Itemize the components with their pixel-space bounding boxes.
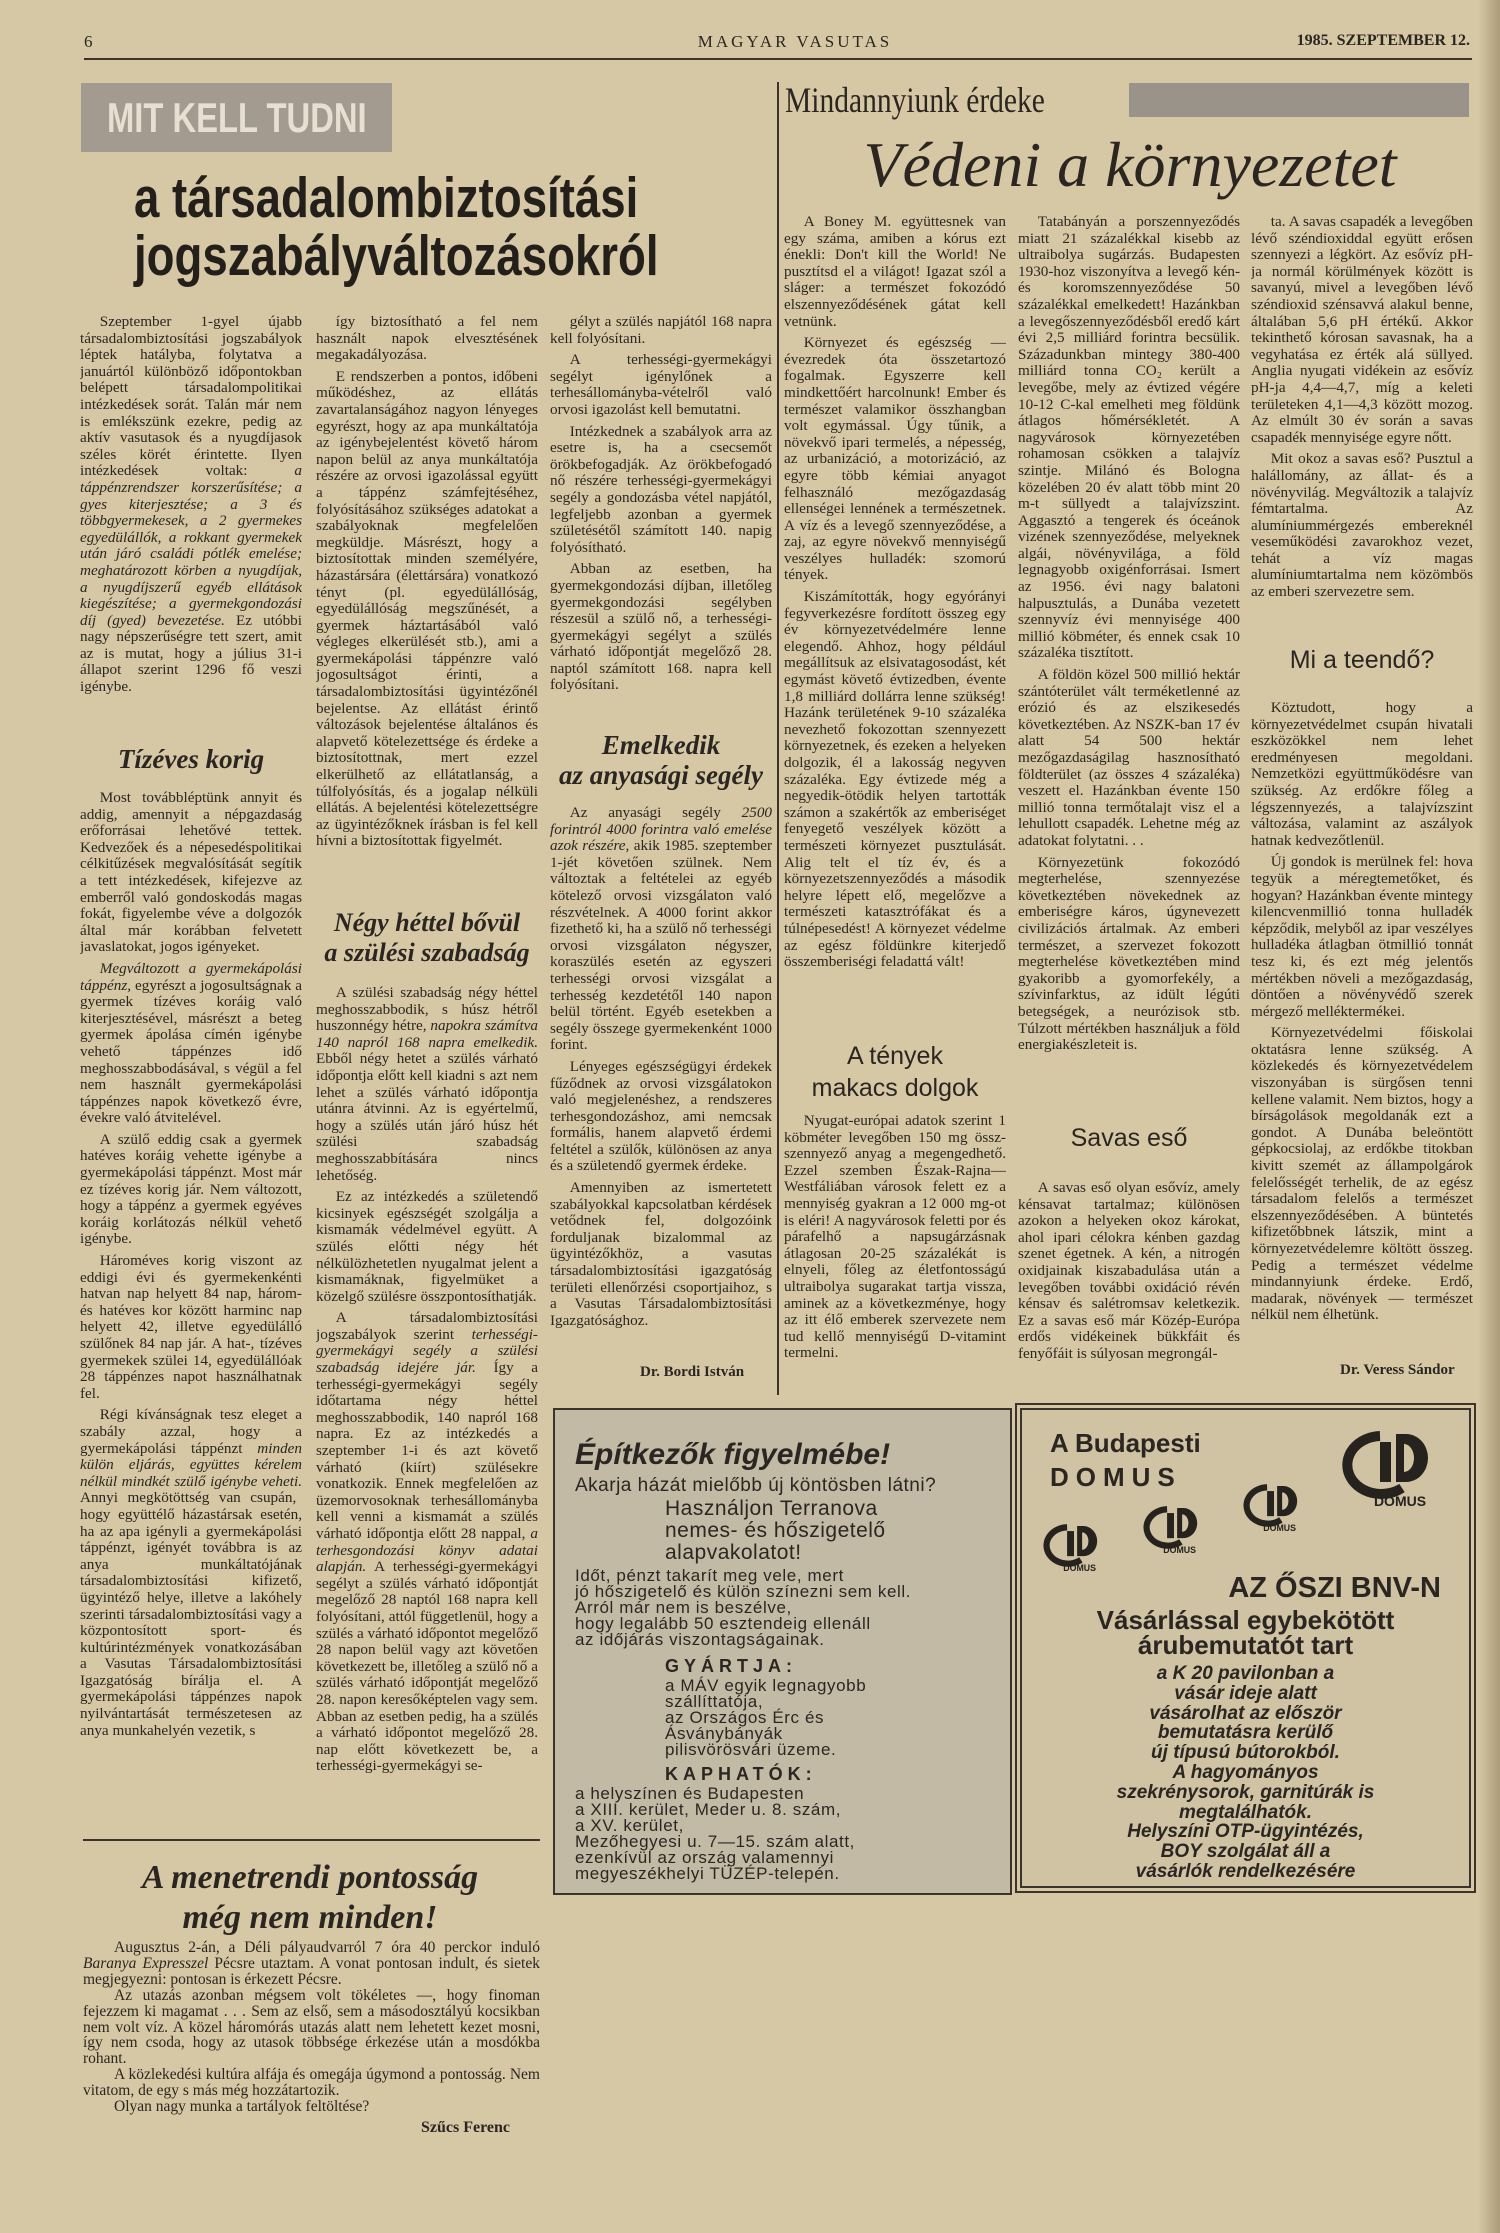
masthead: MAGYAR VASUTAS <box>697 32 893 51</box>
subheading-line: A tények <box>847 1042 943 1070</box>
paragraph <box>550 1059 772 1175</box>
text-segment: A társadalombiztosítási jogszabályok szerint <box>316 1309 538 1343</box>
text-segment: E rendszerben a pontos, időbeni működéshez, az ellátás zavartalanságához nagyon lényeges egyrészt, hogy az apa munkáltatója az igénybejelentést követő három napon belül az anya munkáltatója részére az orvosi igazolással együtt a táppénz számfejtéséhez, folyósításához szükséges adatokat a szabályoknak megfelelően megküldje. Másrészt, hogy a biztosítottak minden személyére, házastársára (élettársára) vonatkozó tényt (pl. egyedülállóság, egyedülállóság megszűnését, a gyermek háztartásából való végleges elkerülését stb.), ami a gyermekápolási táppénzre való jogosultságot érinti, a társadalombiztosítási ügyintézőnél bejelentse. Az ellátást érintő változások bejelentése általános és alapvető kötelezettsége és érdeke a biztosítottnak, mert ezzel elkerülhető az ellátatlanság, a túlfolyósítás, és a jogalap nélküli ellátás. A bejelentési kötelezettségre az ügyintézőknek írásban is fel kell hívni a biztosítottak figyelmét. <box>316 367 538 850</box>
domus-logo-icon <box>1042 1522 1116 1574</box>
ad-line: ezenkívül az ország valamennyi <box>575 1848 834 1867</box>
ad-line: jó hőszigetelő és külön színezni sem kell. <box>575 1582 912 1601</box>
paragraph <box>80 1407 302 1739</box>
headline-line-1: a társadalombiztosítási <box>134 166 639 230</box>
subheading-line: a szülési szabadság <box>324 938 530 967</box>
headline-line: A menetrendi pontosság <box>141 1859 479 1896</box>
paragraph <box>550 805 772 1054</box>
text-segment: Környezet és egészség — évezredek óta összetartozó fogalmak. Egyszerre kell mindkettőért harcolnunk! Ember és természet valamikor összhangban volt egymással. Úgy tűnik, a növekvő ipari termelés, a népesség, az urbanizáció, a motorizáció, az egyre több kémiai anyagot felhasználó mezőgazdaság ellenségei lennének a természetnek. A víz és a levegő szennyeződése, a zaj, az egyre növekvő mennyiségű veszélyes hulladék: szomorú tények. <box>784 334 1006 584</box>
text-segment: Köztudott, hogy a környezetvédelmet csupán hivatali eszközökkel nem lehet eredményesen megoldani. Nemzetközi együttműködésre van szükség. Az erdőkre főleg a légszennyezés, a talajvízszint változása, valamint az aszályok hatnak kedvezőtlenül. <box>1251 700 1473 849</box>
text-segment: A terhességi-gyermekágyi segélyt igénylőnek a terhesállományba-vételről való orvosi igazolást kell bemutatni. <box>550 351 772 418</box>
paragraph <box>83 1988 540 2068</box>
paragraph <box>550 314 772 347</box>
paragraph <box>316 1189 538 1305</box>
left-col3-text-a <box>550 314 772 698</box>
text-segment: Annyi megkötöttség van csupán, hogy együttélő házastársak esetén, ha az apa igényli a gyermekápolási táppénzt, igényét továbbra is az anya munkáltatójának társadalombiztosítási kifizető, ügyintéző helye, illetve a lakóhely szerinti társadalombiztosítási vagy a központosított sport- és kultúrintézmények vonatkozásában a Vasutas Társadalombiztosítási Igazgatóság bírálja el. A gyermekápolási táppénzes napok nyilvántartását természetesen az anya munkahelyén vezetik, s <box>80 1489 302 1739</box>
subheading-savas-eso: Savas eső <box>1070 1124 1188 1152</box>
text-segment: Környezetünk fokozódó megterhelése, szennyezése következtében növekednek az emberiségre káros, úgynevezett civilizációs ártalmak. Az emberi természet, a szervezet fokozott megterhelése következtében mind gyakoribb a gyomorfekély, a szívinfarktus, az idült légúti betegségek, a neurózisok stb. Túlzott mértékben használjuk a föld energiakészleteit is. <box>1018 853 1240 1054</box>
text-segment: Augusztus 2-án, a Déli pályaudvarról 7 óra 40 perckor induló <box>114 1939 540 1956</box>
domus-logo-icon <box>1340 1428 1458 1510</box>
domus-logo-icon <box>1142 1504 1216 1556</box>
right-col1-text-a <box>784 214 1006 1019</box>
paragraph <box>83 2067 540 2099</box>
text-segment: Olyan nagy munka a tartályok feltöltése? <box>114 2098 370 2116</box>
text-segment: Baranya Expresszel <box>83 1954 209 1972</box>
ad-line: Mezőhegyesi u. 7—15. szám alatt, <box>575 1832 855 1851</box>
ad-line: a XIII. kerület, Meder u. 8. szám, <box>575 1800 842 1819</box>
paragraph <box>83 2099 540 2115</box>
right-col2-text-b <box>1018 1180 1240 1380</box>
article-rule <box>83 1839 540 1841</box>
text-segment: Ez utóbbi nagy népszerűségre tett szert, amit az is mutat, hogy a július 31-i állapot szerint 1296 fő veszi igénybe. <box>80 611 302 696</box>
text-segment: Az anyasági segély <box>569 805 742 821</box>
ad-line: Arról már nem is beszélve, <box>575 1598 792 1617</box>
author-byline: Szűcs Ferenc <box>420 2118 510 2136</box>
text-segment: Most továbbléptünk annyit és addig, amennyit a népgazdaság erőforrásai lehetővé tettek. Kedvezőek és a népesedéspolitikai célkitűzések megvalósítását segítik a tett intézkedések, kifejezve az emberről való gondoskodás magas fokát, figyelembe véve a dolgozók által már korábban felvetett javaslatokat, jogos igényeket. <box>80 790 302 956</box>
ad-line: Időt, pénzt takarít meg vele, mert <box>575 1566 844 1585</box>
svg-text:DOMUS: DOMUS <box>1063 1563 1096 1574</box>
text-segment: A szülési szabadság négy héttel meghosszabbodik, s húsz hétről huszonnégy hétre, <box>316 985 538 1035</box>
menetrend-article <box>83 1940 540 2137</box>
paragraph <box>80 790 302 956</box>
paragraph <box>784 1113 1006 1362</box>
text-segment: így biztosítható a fel nem használt napok elvesztésének megakadályozása. <box>316 314 538 364</box>
ad-line: bemutatásra kerülő <box>1157 1722 1334 1744</box>
right-col1-text-b <box>784 1113 1006 1381</box>
text-segment: Ebből négy hetet a szülés várható időpontja előtt kell kiadni s azt nem lehet a szülés várható időpontja utánra átvinni. Az is egyértelmű, hogy a szülés után járó húsz hét szülési szabadság meghosszabbítására nincs lehetőség. <box>316 1050 538 1184</box>
ad-title-line: DOMUS <box>1050 1462 1182 1492</box>
subheading-line: Négy héttel bővül <box>333 908 521 937</box>
subheading-negy-hettel <box>316 908 538 968</box>
ad-line: Ásványbányák <box>665 1724 783 1743</box>
paragraph <box>784 214 1006 330</box>
ad-line: Helyszíni OTP-ügyintézés, <box>1127 1821 1364 1843</box>
text-segment: Hároméves korig viszont az eddigi évi és gyermekenkénti hatvan nap helyett 84 nap, három- és hatéves kor között harminc nap helyett 42, illetve egyedülálló szülőnek 84 nap jár. A hat-, tízéves gyermekek szülei 14, egyedülállóak 28 táppénzes napot használhatnak fel. <box>80 1252 302 1402</box>
paragraph <box>1018 1180 1240 1363</box>
text-segment: Szeptember 1-gyel újabb társadalombiztosítási jogszabályok léptek hatályba, folytatva a januártól különböző időpontokban belépett társadalompolitikai intézkedések sorát. Talán már nem is emlékszünk ezekre, pedig az aktív vasutasok és a nyugdíjasok széles körét érintette. Ilyen intézkedések voltak: <box>80 314 302 480</box>
text-segment: a táppénzrendszer korszerűsítése; a gyes kiterjesztése; a 3 és többgyermekesek, a 2 gyermekes egyedülállók, a rokkant gyermekek után járó családi pótlék emelése; meghatározott körben a nyugdíjak, a nyugdíjszerű egyéb ellátások kiegészítése; a gyermekgondozási díj (gyed) bevezetése. <box>80 462 302 629</box>
ad-maker <box>665 1678 866 1758</box>
section-kicker: Mindannyiunk érdeke <box>785 80 1045 120</box>
text-segment: ta. A savas csapadék a levegőben lévő széndioxiddal együtt erősen szennyezi a légkört. Az esővíz pH-ja normál körülmények között is savanyú, mivel a levegőben lévő széndioxid szénsavvá alakul benne, általában 5,6 pH értékű. Akkor tekinthető kórosan savasnak, ha a vegyhatása ez érték alá süllyed. Anglia nyugati vidékein az esővíz pH-ja 4,4—4,7, míg a keleti területeken 4,1—4,3 között mozog. Az elmúlt 30 év során a savas csapadék mennyisége egyre nőtt. <box>1251 214 1473 446</box>
ad-line: Használjon Terranova <box>665 1497 878 1520</box>
header-rule <box>84 58 1472 60</box>
kicker-label: MIT KELL TUDNI <box>107 94 367 141</box>
paragraph <box>80 314 302 696</box>
ad-line: új típusú bútorokból. <box>1151 1742 1340 1764</box>
ad-line: az Országos Érc és <box>665 1708 825 1727</box>
paragraph <box>1251 854 1473 1020</box>
section-divider <box>777 82 779 1395</box>
text-segment: A terhességi-gyermekágyi segélyt a szülés várható időpontját megelőző 28 naptól 168 napra kell folyósítani, attól függetlenül, hogy a szülés a várható időpontot megelőző 28 napon belül vagy azt követően következett be, illetőleg a szülő nő a szülés várható időpontját megelőző 28. napon keresőképtelen vagy sem. Abban az esetben pedig, ha a szülés a várható időpontot megelőző 28. nap előtt következett be, a terhességi-gyermekágyi se- <box>316 1558 538 1775</box>
ad-line: A hagyományos <box>1172 1761 1319 1783</box>
ad-line: a helyszínen és Budapesten <box>575 1784 805 1803</box>
menetrend-body <box>83 1940 540 2115</box>
ad-line: megtalálhatók. <box>1178 1801 1313 1823</box>
left-col1-text-b <box>80 790 302 1812</box>
paragraph <box>83 1940 540 1988</box>
paragraph <box>316 1310 538 1775</box>
paragraph <box>1018 855 1240 1054</box>
paragraph <box>80 1132 302 1248</box>
ad-subtitle <box>1022 1605 1469 1660</box>
paragraph <box>1251 214 1473 446</box>
kicker-bar <box>1129 83 1469 117</box>
right-col2-text-a <box>1018 214 1240 1098</box>
ad-line: szekrénysorok, garnitúrák is <box>1116 1781 1375 1803</box>
ad-line: nemes- és hőszigetelő <box>665 1519 886 1542</box>
ad-line: árubemutatót tart <box>1137 1630 1354 1660</box>
right-col3-text-a <box>1251 214 1473 614</box>
text-segment: Mit okoz a savas eső? Pusztul a halállomány, az állat- és a növényvilág. Megváltozik a talajvíz fémtartalma. Az alumíniummérgezés embereknél veseműködési zavarokhoz vezet, tehát a víz magas alumíniumtartalma nem közömbös az emberi szervezetre sem. <box>1251 450 1473 601</box>
headline-line-2: jogszabályváltozásokról <box>134 224 659 288</box>
left-col2-text-a <box>316 314 538 876</box>
logo-text: DOMUS <box>1373 1493 1427 1509</box>
text-segment: Új gondok is merülnek fel: hova tegyük a méregtemetőket, és hogyan? Hazánkban évente mintegy kilencvenmillió tonna hulladék képződik, melyből az ipar veszélyes hulladéka átlagban ötmillió tonnát tesz ki, és ezt még jelentős mértékben növeli a mezőgazdaság, döntően a növényvédő szerek mérgező melléktermékei. <box>1251 853 1473 1020</box>
ad-line: hogy legalább 50 esztendeig ellenáll <box>575 1614 871 1633</box>
subheading-tizeves-korig: Tízéves korig <box>117 744 265 774</box>
ad-line: alapvakolatot! <box>665 1541 802 1564</box>
ad-line: az időjárás viszontagságainak. <box>575 1630 825 1649</box>
text-segment: Régi kívánságnak tesz eleget a szabály azzal, hogy a gyermekápolási táppénzt <box>80 1406 302 1457</box>
paragraph <box>550 424 772 557</box>
paragraph <box>550 352 772 418</box>
text-segment: Pécsre utaztam. A vonat pontosan indult, és sietek megjegyezni: pontosan is érkezett Pécsre. <box>83 1954 540 1988</box>
svg-text:DOMUS: DOMUS <box>1163 1545 1196 1556</box>
paragraph <box>784 335 1006 584</box>
text-segment: Abban az esetben, ha gyermekgondozási díjban, illetőleg gyermekgondozási segélyben részesül a szülő nő, a terhességi-gyermekágyi segélyt a szülés várható időpontját megelőző 28. naptól számított 168. napra kell folyósítani. <box>550 560 772 694</box>
ad-details <box>1022 1664 1469 1882</box>
text-segment: akik 1985. szeptember 1-jét követően szülnek. Nem változtak a feltételei az egyéb kötelező orvosi vizsgálaton való részvételnek. A 4000 forint akkor fizethető ki, ha a szülő nő terhességi orvosi vizsgálaton négyszer, koraszülés esetén az egyszeri terhességi orvosi vizsgálat a terhesség kezdetétől 140 napon belül történt. Egyéb esetekben a segély összege gyermekenként 1000 forint. <box>550 837 772 1054</box>
ad-available-label: KAPHATÓK: <box>665 1764 817 1784</box>
text-segment: Megváltozott a gyermekápolási táppénz, <box>80 959 302 994</box>
left-col1-text-a <box>80 314 302 714</box>
ad-benefits <box>575 1568 911 1648</box>
ad-line: BOY szolgálat áll a <box>1160 1841 1331 1863</box>
text-segment: A szülő eddig csak a gyermek hatéves koráig vehette igénybe a gyermekápolási táppénzt. Most már ez tízéves korig jár. Nem változott, hogy a táppénz a gyermek egyéves koráig korlátozás nélkül vehető igénybe. <box>80 1130 302 1248</box>
text-segment: terhességi-gyermekágyi segély a szülési szabadság idejére jár. <box>316 1325 538 1377</box>
page-number: 6 <box>84 32 94 51</box>
left-col3-text-b <box>550 805 772 1353</box>
paragraph <box>784 589 1006 971</box>
paragraph <box>550 1180 772 1329</box>
ad-line: vásárlók rendelkezésére <box>1135 1860 1356 1882</box>
ad-question: Akarja házát mielőbb új köntösben látni? <box>575 1475 937 1496</box>
paragraph <box>1251 1025 1473 1324</box>
issue-date: 1985. SZEPTEMBER 12. <box>1296 32 1470 49</box>
text-segment: 2500 forintról 4000 forintra való emelése azok részére, <box>550 805 772 855</box>
ad-line: Vásárlással egybekötött <box>1096 1605 1395 1635</box>
subheading-emelkedik <box>550 730 772 790</box>
text-segment: Lényeges egészségügyi érdekek fűződnek az orvosi vizsgálatokon való megjelenéshez, a rendszeres terhesgondozáshoz, ami nemcsak formális, hanem alapvető érdemi feltétel a szülők, különösen az anya és a születendő gyermek érdeke. <box>550 1057 772 1175</box>
author-byline: Dr. Bordi István <box>640 1364 745 1380</box>
ad-line: szállíttatója, <box>665 1692 764 1711</box>
left-col2-text-b <box>316 985 538 1812</box>
page-edge-shadow <box>1478 0 1500 2233</box>
article-headline: Védeni a környezetet <box>863 129 1397 200</box>
text-segment: Intézkednek a szabályok arra az esetre is, ha a csecsemőt örökbefogadják. Az örökbefogadó nő részére terhességi-gyermekágyi segély a gondozásba vétel napjától, legfeljebb azonban a gyermek születésétől számított 140. napig folyósítható. <box>550 422 772 556</box>
paragraph <box>1018 667 1240 850</box>
text-segment: a terhesgondozási könyv adatai alapján. <box>316 1525 538 1576</box>
subheading-line: az anyasági segély <box>559 760 763 790</box>
ad-available <box>575 1786 855 1882</box>
subheading-line: makacs dolgok <box>811 1074 979 1102</box>
paragraph <box>1251 451 1473 600</box>
text-segment: gélyt a szülés napjától 168 napra kell folyósítani. <box>550 314 772 347</box>
svg-text:DOMUS: DOMUS <box>1263 1523 1296 1534</box>
text-segment: egyrészt a jogosultságnak a gyermek tízéves koráig való kiterjesztésével, másrészt a beteg gyermek ápolása címén igénybe vehető táppénzes idő meghosszabbodásával, s végül a fel nem használt gyermekápolási táppénzes napok következő évre, évekre való átvitelével. <box>80 976 302 1127</box>
text-segment: Így a terhességi-gyermekágyi segély időtartama négy héttel meghosszabbodik, 140 napról 168 napra. Ez az intézkedés a szeptember 1-i és azt követő várható (kiírt) szülésekre vonatkozik. Ennek megfelelően az üzemorvosoknak terhesállományba kell venni a kismamát a szülés várható időpontja előtt 28 nappal, <box>316 1359 538 1542</box>
paragraph <box>550 561 772 694</box>
author-byline: Dr. Veress Sándor <box>1340 1362 1455 1378</box>
advertisement-domus <box>1020 1408 1471 1888</box>
text-segment: Az utazás azonban mégsem volt tökéletes —, hogy finoman fejezzem ki magamat . . . Sem az első, sem a másodosztályú kocsikban nem volt víz. A közel háromórás utazás alatt nem lehetett kezet mosni, így nem csoda, hogy az utasok többsége érkezése után a mosdókba rohant. <box>83 1986 540 2068</box>
advertisement-terranova <box>553 1408 1012 1895</box>
text-segment: napokra számítva 140 napról 168 napra emelkedik. <box>316 1017 538 1051</box>
text-segment: A Boney M. együttesnek van egy száma, amiben a kórus ezt énekli: Don't kill the World! Ne pusztítsd el a világot! Igazat szól a sláger: a természet fokozódó elszennyeződésének gátat kell vetnünk. <box>784 214 1006 330</box>
ad-line: vásár ideje alatt <box>1174 1682 1317 1704</box>
paragraph <box>316 314 538 364</box>
text-segment: minden külön eljárás, együttes kérelem nélkül mindkét szülő igénybe veheti. <box>80 1439 302 1490</box>
text-segment: Tatabányán a porszennyeződés miatt 21 százalékkal kisebb az ultraibolya sugárzás. Budapesten 1930-hoz viszonyítva a levegő kén- és koromszennyeződése 50 százalékkal emelkedett! Hazánkban a levegőszennyeződésből eredő kárt évi 2,5 milliárd forintra becsülik. Századunkban mintegy 380-400 milliárd tonna CO₂ került a levegőbe, mely az évtized végére 10-12 C-kal emelheti meg földünk átlagos hőmérsékletét. A nagyvárosok környezetében rohamosan csökken a talajvíz szintje. Milánó és Bologna közelében 20 év alatt több mint 20 m-t süllyedt a talajvízszint. Aggasztó a tengerek és óceánok vizének szennyeződése, melyeknek algái, növényvilága, a föld legnagyobb oxigénforrásai. Ismert az 1956. évi nagy balatoni halpusztulás, a Dunába vezetett szennyvíz évi mennyisége 400 millió köbméter, és ennek csak 10 százaléka tisztított. <box>1018 214 1240 662</box>
domus-logo-icon <box>1242 1482 1316 1534</box>
ad-title-line: A Budapesti <box>1050 1428 1201 1458</box>
paragraph <box>1018 214 1240 662</box>
paragraph <box>1251 700 1473 849</box>
right-col3-text-b <box>1251 700 1473 1355</box>
text-segment: A földön közel 500 millió hektár szántóterület vált terméketlenné az erózió és az elszikesedés következtében. Az NSZK-ban 17 év alatt 54 500 hektár mezőgazdaságilag hasznosítható földterület (az összes 4 százaléka) veszett el. Hazánkban évente 150 millió tonna termőtalajt visz el a lehullott csapadék. Lehetne még az adatokat folytatni. . . <box>1018 666 1240 849</box>
ad-offer <box>665 1498 886 1564</box>
ad-line: pilisvörösvári üzeme. <box>665 1740 837 1759</box>
ad-title: Építkezők figyelmébe! <box>575 1438 891 1471</box>
menetrend-headline <box>80 1858 540 1938</box>
ad-event: AZ ŐSZI BNV-N <box>1228 1572 1441 1604</box>
text-segment: Környezetvédelmi főiskolai oktatásra lenne szükség. A közlekedés és környezetvédelem viszonyában is sürgősen tenni kellene valamit. Nem biztos, hogy a bírságolások megoldanák ezt a gondot. A Dunába beleöntött gépkocsiolaj, az erdőkbe titokban kivitt szemét az állampolgárok felelősségét terhelik, de az egész társadalom felelős a természet elszennyeződésében. A büntetés kifizetőbbnek látszik, mint a környezetvédelemre költött összeg. Pedig a természet védelme mindannyiunk érdeke. Erdő, madarak, növények — természet nélkül nem élhetünk. <box>1251 1024 1473 1324</box>
kicker-box <box>81 83 392 152</box>
text-segment: Kiszámították, hogy egyórányi fegyverkezésre fordított összeg egy év környezetvédelmére lenne elegendő. Ahhoz, hogy például megállítsuk az elsivatagosodást, két egymást követő évtizedben, évente 1,8 milliárd dollárra lenne szükség! Hazánk területének 9-10 százaléka nevezhető fokozottan szennyezett környezetnek, és ezeken a helyeken dolgozik, él a lakosság negyven százaléka. Egy évtizede még a negyedik-ötödik helyen tartották számon a szakértők az emberiséget fenyegető veszélyek között a természeti környezet pusztulását. Alig telt el tíz év, és a környezetszennyeződés a második helyre lépett elő, megelőzve a természeti katasztrófákat és a túlnépesedést! A környezet védelme az egész földünkre kiterjedő összemberiségi feladattá vált! <box>784 588 1006 971</box>
subheading-line: Emelkedik <box>601 730 721 760</box>
headline-line: még nem minden! <box>182 1899 438 1936</box>
ad-line: a XV. kerület, <box>575 1816 684 1835</box>
text-segment: A savas eső olyan esővíz, amely kénsavat tartalmaz; különösen azokon a helyeken okoz károkat, ahol ipari célokra kénben gazdag szenet égetnek. A kén, a nitrogén oxidjainak kiszabadulása után a levegőben további oxidáció révén kénsav és salétromsav keletkezik. Ez a savas eső már Közép-Európa erdős vidékeinek bükkfáit és fenyőfáit is súlyosan megrongál- <box>1018 1180 1240 1362</box>
ad-line: megyeszékhelyi TÜZÉP-telepén. <box>575 1864 840 1883</box>
ad-line: a MÁV egyik legnagyobb <box>665 1676 867 1695</box>
text-segment: Amennyiben az ismertetett szabályokkal kapcsolatban kérdések vetődnek fel, dolgozóink forduljanak bizalommal az ügyintézőkhöz, a vasutas társadalombiztosítási igazgatóság területi ellenőrzési csoportjaihoz, s a Vasutas Társadalombiztosítási Igazgatósághoz. <box>550 1179 772 1329</box>
text-segment: Nyugat-európai adatok szerint 1 köbméter levegőben 150 mg össz-szennyező anyag a megengedhető. Ezzel szemben Észak-Rajna—Westfáliában városok felett ez a mennyiség gyakran a 12 000 mg-ot is eléri! A nagyvárosok feletti por és párafelhő a napsugárzásnak átlagosan 20-25 százalékát is elnyeli, főleg az életfontosságú ultraibolya sugarakat tartja vissza, aminek az a következménye, hogy az itt élő emberek szervezete nem tud kellő mennyiségű D-vitamint termelni. <box>784 1113 1006 1362</box>
ad-line: vásárolhat az először <box>1149 1702 1342 1724</box>
ad-line: a K 20 pavilonban a <box>1156 1663 1335 1684</box>
text-segment: A közlekedési kultúra alfája és omegája úgymond a pontosság. Nem vitatom, de egy s más még hozzátartozik. <box>83 2066 540 2100</box>
subheading-mi-a-teendo: Mi a teendő? <box>1289 646 1435 674</box>
ad-maker-label: GYÁRTJA: <box>665 1656 798 1676</box>
paragraph <box>80 1253 302 1402</box>
paragraph <box>80 961 302 1127</box>
text-segment: Ez az intézkedés a születendő kicsinyek egészségét szolgálja a kismamák védelmével együtt. A szülés előtti négy hét nélkülözhetetlen nyugalmat jelent a kismamáknak, figyelmüket a közelgő szülésre összpontosíthatják. <box>316 1188 538 1305</box>
paragraph <box>316 369 538 850</box>
paragraph <box>316 985 538 1184</box>
subheading-tenyek <box>784 1040 1006 1104</box>
